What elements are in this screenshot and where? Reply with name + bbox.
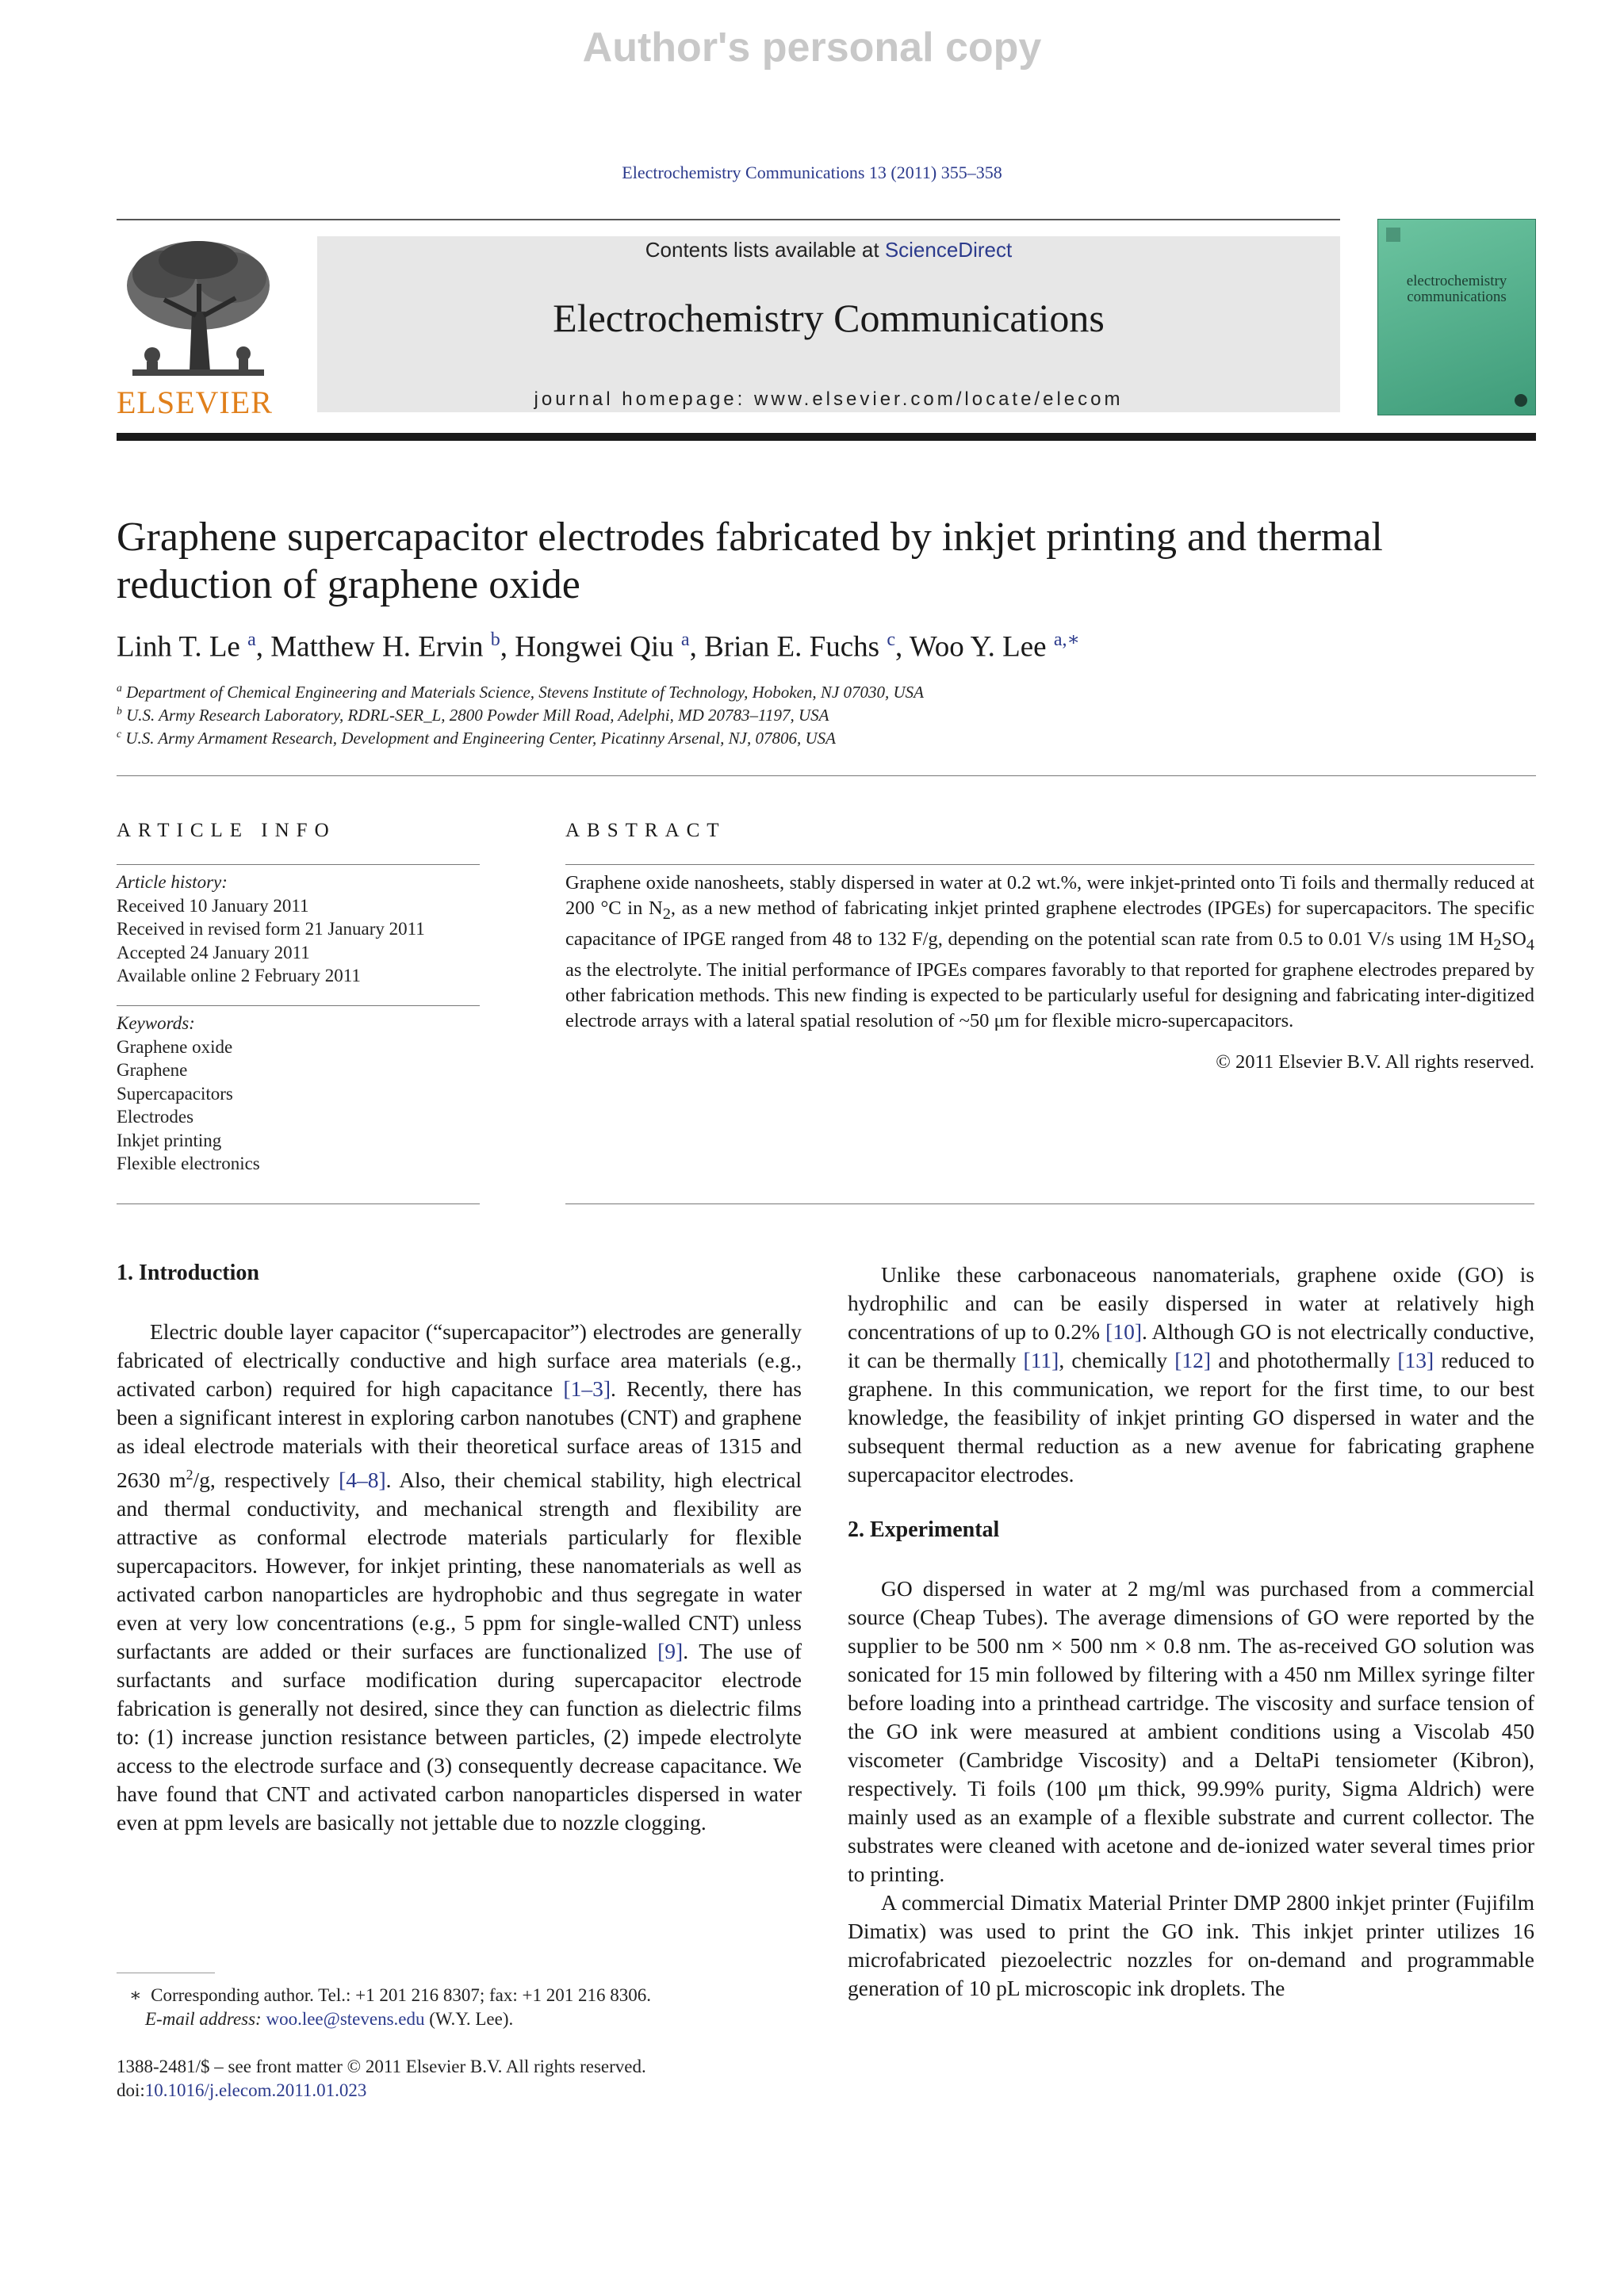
abstract-part: SO <box>1501 928 1526 950</box>
journal-citation-link[interactable]: Electrochemistry Communications 13 (2011) 355–358 <box>622 163 1002 182</box>
abstract-part: , as a new method of fabricating inkjet printed graphene electrodes (IPGEs) for supercapacitors. The specific capacitance of IPGE ranged from 48 to 132 F/g, depending on the potential scan rate from 0.5 to 0.01 V/s using 1M H <box>565 897 1534 950</box>
affiliation-text: U.S. Army Armament Research, Development and Engineering Center, Picatinny Arsenal, NJ, 07806, USA <box>125 729 836 748</box>
text-run: /g, respectively <box>193 1468 339 1493</box>
journal-cover-thumbnail[interactable] <box>1377 219 1536 415</box>
affiliation-a <box>117 682 924 702</box>
superscript: 2 <box>186 1467 193 1483</box>
journal-name: Electrochemistry Communications <box>553 296 1105 340</box>
text-run: . Although GO is not electrically conductive, it can be thermally <box>848 1319 1534 1372</box>
abstract-text <box>565 871 1534 1034</box>
history-item: Accepted 24 January 2011 <box>117 942 310 962</box>
publisher-wordmark: ELSEVIER <box>117 385 273 420</box>
contents-prefix: Contents lists available at <box>645 238 885 262</box>
affiliation-text: Department of Chemical Engineering and Materials Science, Stevens Institute of Technology, Hoboken, NJ 07030, USA <box>126 683 924 702</box>
keywords-label: Keywords: <box>117 1013 195 1033</box>
doi-link[interactable]: 10.1016/j.elecom.2011.01.023 <box>144 2080 367 2100</box>
author-name: Matthew H. Ervin <box>270 630 484 664</box>
sciencedirect-link[interactable]: ScienceDirect <box>884 238 1013 262</box>
header-top-rule <box>117 219 1340 220</box>
reference-link[interactable]: [9] <box>657 1639 684 1664</box>
text-run: . Also, their chemical stability, high electrical and thermal conductivity, and mechanical strength and flexibility are attractive as conformal electrode materials particularly for flexible supercapacitors. However, for inkjet printing, these nanomaterials as well as activated carbon nanoparticles are hydrophobic and thus segregate in water even at very low concentrations (e.g., 5 ppm for single-walled CNT) unless surfactants are added or their surfaces are functionalized <box>117 1468 802 1664</box>
corresponding-author-footnote <box>129 1984 795 2030</box>
affiliation-marker[interactable]: a,∗ <box>1053 629 1080 650</box>
article-history <box>117 871 480 988</box>
author-name: Hongwei Qiu <box>515 630 674 664</box>
affiliation-marker[interactable]: a <box>247 629 256 650</box>
keywords <box>117 1012 480 1176</box>
author-name: Brian E. Fuchs <box>704 630 880 664</box>
affiliation-c <box>117 728 836 748</box>
issn-line: 1388-2481/$ – see front matter © 2011 Elsevier B.V. All rights reserved. <box>117 2057 646 2076</box>
journal-homepage[interactable]: journal homepage: www.elsevier.com/locate/elecom <box>534 388 1124 410</box>
experimental-section <box>848 1575 1534 2003</box>
header-bottom-rule <box>117 433 1536 441</box>
history-item: Received 10 January 2011 <box>117 895 309 916</box>
history-item: Received in revised form 21 January 2011 <box>117 919 425 939</box>
text-run: . Recently, there has been a significant interest in exploring carbon nanotubes (CNT) and graphene as ideal electrode materials with their theoretical surface areas of 1315 and 2630 m <box>117 1376 802 1493</box>
affiliation-marker[interactable]: c <box>887 629 895 650</box>
reference-link[interactable]: [1–3] <box>563 1376 611 1401</box>
affiliation-marker[interactable]: b <box>490 629 500 650</box>
experimental-paragraph: A commercial Dimatix Material Printer DMP 2800 inkjet printer (Fujifilm Dimatix) was used to print the GO ink. This inkjet printer utilizes 16 microfabricated piezoelectric nozzles for on-demand and programmable generation of 10 pL microscopic ink droplets. The <box>848 1890 1534 2000</box>
cover-badge-icon <box>1515 394 1527 407</box>
cover-title: electrochemistry communications <box>1406 273 1507 305</box>
affiliation-label: a <box>117 682 122 694</box>
keyword: Inkjet printing <box>117 1130 222 1150</box>
text-run: reduced to graphene. In this communication, we report for the first time, to our best knowledge, the feasibility of inkjet printing GO dispersed in water and the subsequent thermal reduction as a new avenue for fabricating graphene supercapacitor electrodes. <box>848 1348 1534 1487</box>
abstract-copyright: © 2011 Elsevier B.V. All rights reserved. <box>1216 1051 1534 1073</box>
author-list: Linh T. Le $^a$, Matthew H. Ervin $^b$, Hongwei Qiu $^a$, Brian E. Fuchs $^c$, Woo Y. Lee $^{a,∗}$ <box>117 629 1080 664</box>
cover-logo-icon <box>1386 228 1400 242</box>
watermark: Author's personal copy <box>582 25 1042 71</box>
affiliation-label: c <box>117 728 122 740</box>
keyword: Flexible electronics <box>117 1154 260 1173</box>
doi-label: doi: <box>117 2080 145 2100</box>
affiliation-rule <box>117 775 1536 776</box>
affiliation-marker[interactable]: a <box>680 629 690 650</box>
keyword: Supercapacitors <box>117 1083 233 1104</box>
affiliation-text: U.S. Army Research Laboratory, RDRL-SER_L, 2800 Powder Mill Road, Adelphi, MD 20783–1197, USA <box>126 706 829 725</box>
keyword: Graphene oxide <box>117 1036 233 1057</box>
subscript: 2 <box>662 905 671 923</box>
front-matter-footer <box>117 2055 799 2102</box>
article-info-bottom-rule <box>117 1203 480 1204</box>
abstract-part: as the electrolyte. The initial performance of IPGEs compares favorably to that reported for graphene electrodes prepared by other fabrication methods. This new finding is expected to be particularly useful for designing and fabricating inter-digitized electrode arrays with a lateral spatial resolution of ~50 μm for flexible micro-supercapacitors. <box>565 959 1534 1031</box>
experimental-paragraph: GO dispersed in water at 2 mg/ml was purchased from a commercial source (Cheap Tubes). The average dimensions of GO were reported by the supplier to be 500 nm × 500 nm × 0.8 nm. The as-received GO solution was sonicated for 15 min followed by filtering with a 450 nm Millex syringe filter before loading into a printhead cartridge. The viscosity and surface tension of the GO ink were measured at ambient conditions using a Viscolab 450 viscometer (Cambridge Viscosity) and a DeltaPi tensiometer (Kibron), respectively. Ti foils (100 μm thick, 99.99% purity, Sigma Aldrich) were mainly used as an example of a flexible substrate and current collector. The substrates were cleaned with acetone and de-ionized water several times prior to printing. <box>848 1576 1534 1886</box>
article-info-rule <box>117 864 480 865</box>
author-name: Woo Y. Lee <box>909 630 1047 664</box>
reference-link[interactable]: [4–8] <box>339 1468 386 1493</box>
abstract-rule <box>565 864 1534 865</box>
footnote-marker: ∗ <box>129 1985 142 2005</box>
reference-link[interactable]: [11] <box>1023 1348 1059 1372</box>
reference-link[interactable]: [10] <box>1105 1319 1142 1344</box>
abstract-part: Graphene oxide nanosheets, stably dispersed in water at 0.2 wt.%, were inkjet-printed onto Ti foils and thermally reduced at 200 °C in N <box>565 872 1534 919</box>
history-label: Article history: <box>117 872 228 892</box>
text-run: . The use of surfactants and surface modification during supercapacitor electrode fabrication is generally not desired, since they can function as dielectric films to: (1) increase junction resistance between particles, (2) impede electrolyte access to the electrode surface and (3) consequently decrease capacitance. We have found that CNT and activated carbon nanoparticles dispersed in water even at ppm levels are basically not jettable due to nozzle clogging. <box>117 1639 802 1835</box>
abstract-bottom-rule <box>565 1203 1534 1204</box>
keyword: Graphene <box>117 1060 188 1080</box>
experimental-heading: 2. Experimental <box>848 1517 1000 1542</box>
contents-available <box>317 238 1340 262</box>
affiliation-label: b <box>117 705 122 717</box>
article-title: Graphene supercapacitor electrodes fabricated by inkjet printing and thermal reduction of graphene oxide <box>117 515 1383 607</box>
affiliation-b <box>117 705 829 725</box>
introduction-heading: 1. Introduction <box>117 1261 259 1285</box>
subscript: 4 <box>1526 936 1534 954</box>
author-name: Linh T. Le <box>117 630 240 664</box>
email-link[interactable]: woo.lee@stevens.edu <box>266 2008 425 2029</box>
history-item: Available online 2 February 2011 <box>117 966 361 985</box>
article-info-heading: ARTICLE INFO <box>117 820 336 841</box>
reference-link[interactable]: [13] <box>1397 1348 1434 1372</box>
intro-continued-paragraph <box>848 1261 1534 1489</box>
keywords-rule <box>117 1005 480 1006</box>
text-run: Unlike these carbonaceous nanomaterials, graphene oxide (GO) is hydrophilic and can be easily dispersed in water at relatively high concentrations of up to 0.2% <box>848 1262 1534 1344</box>
text-run: and photothermally <box>1211 1348 1398 1372</box>
reference-link[interactable]: [12] <box>1174 1348 1212 1372</box>
email-label: E-mail address: <box>145 2008 266 2029</box>
text-run: Electric double layer capacitor (“supercapacitor”) electrodes are generally fabricated of electrically conductive and high surface area materials (e.g., activated carbon) required for high capacitance <box>117 1319 802 1401</box>
email-suffix: (W.Y. Lee). <box>424 2008 514 2029</box>
text-run: , chemically <box>1059 1348 1175 1372</box>
abstract-heading: ABSTRACT <box>565 820 726 841</box>
subscript: 2 <box>1493 936 1502 954</box>
keyword: Electrodes <box>117 1107 194 1127</box>
corresponding-text: Corresponding author. Tel.: +1 201 216 8307; fax: +1 201 216 8306. <box>151 1985 651 2005</box>
elsevier-tree-logo-icon <box>117 236 280 381</box>
introduction-paragraph <box>117 1318 802 1837</box>
